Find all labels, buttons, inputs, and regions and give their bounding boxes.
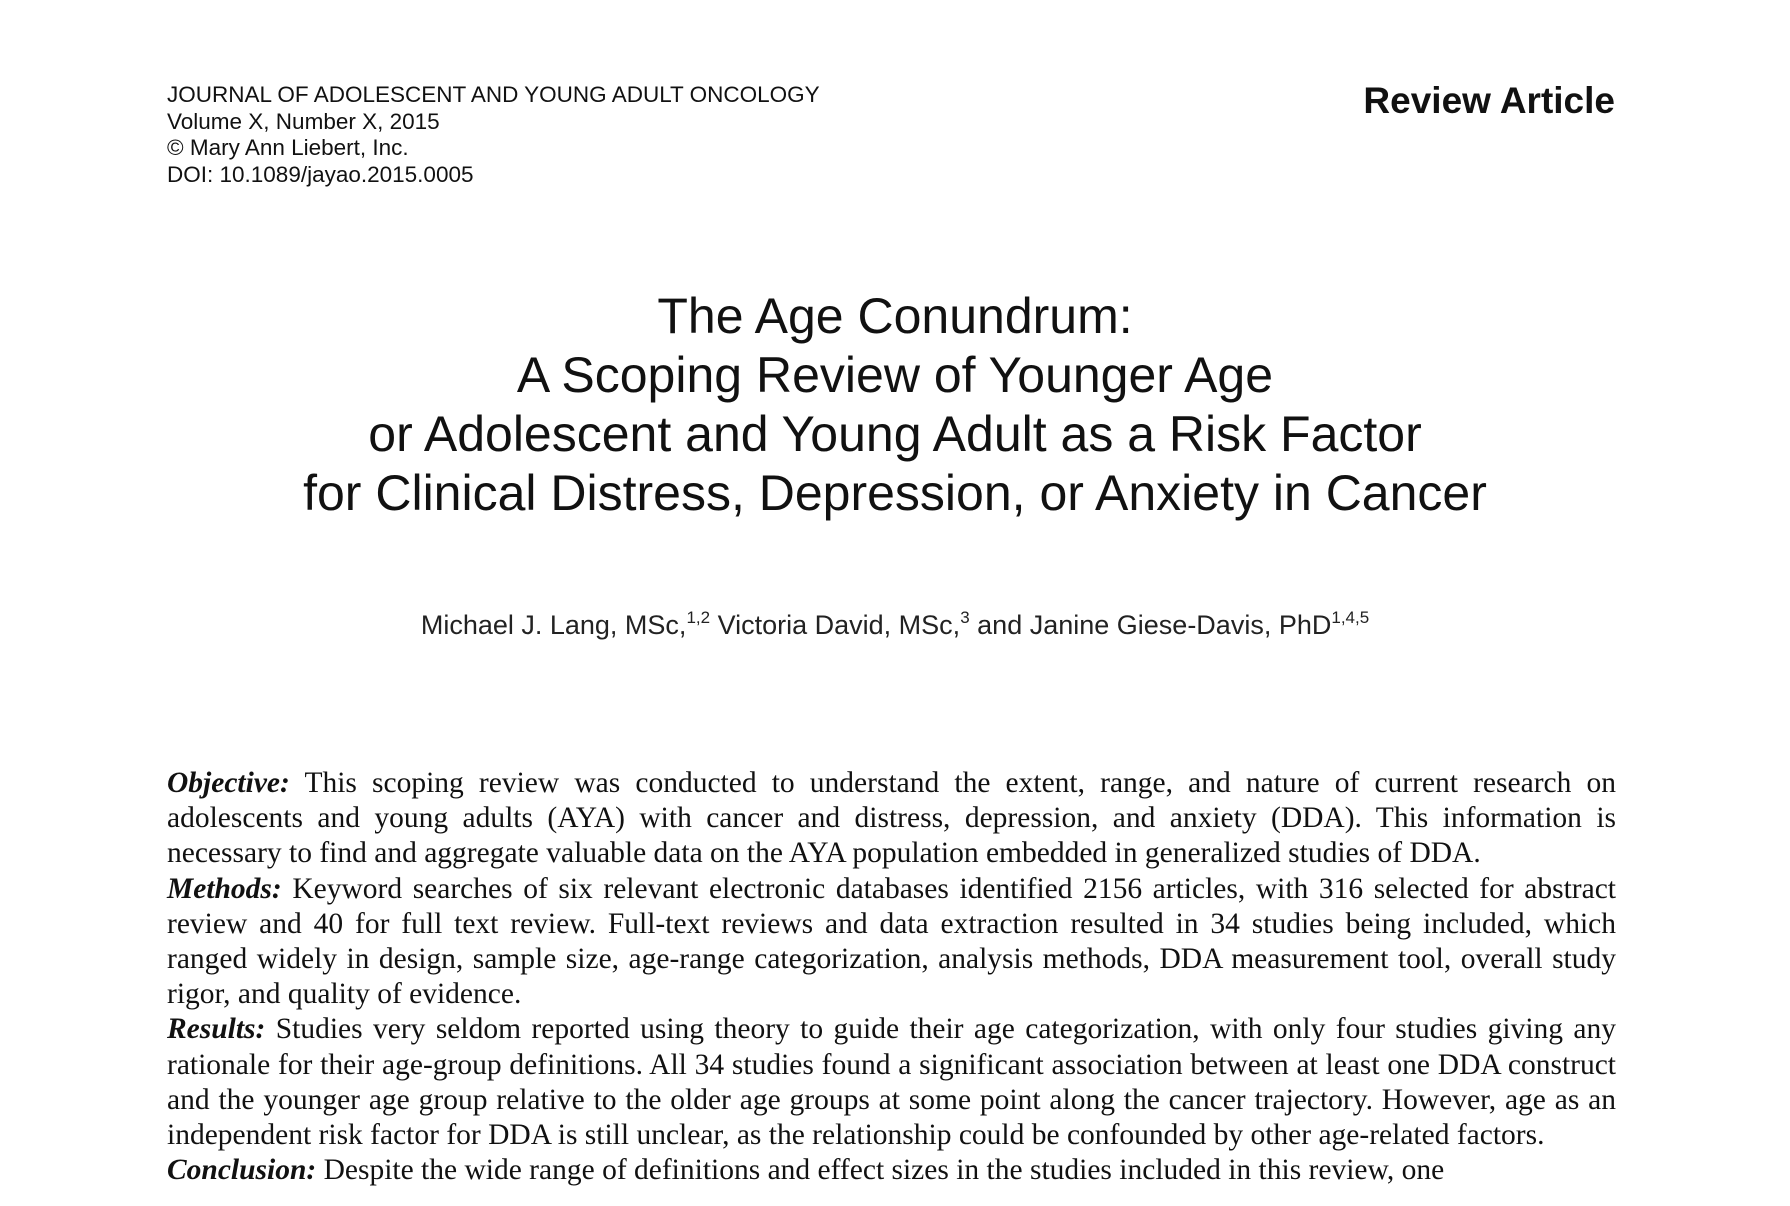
- journal-doi: DOI: 10.1089/jayao.2015.0005: [167, 161, 474, 187]
- title-line: or Adolescent and Young Adult as a Risk Factor: [368, 406, 1422, 462]
- journal-publisher: © Mary Ann Liebert, Inc.: [167, 135, 409, 160]
- section-text: Studies very seldom reported using theory to guide their age categorization, with only four studies giving any rationale for their age-group definitions. All 34 studies found a significant association between at least one DDA construct and the younger age group relative to the older age groups at some point along the cancer trajectory. However, age as an independent risk factor for DDA is still unclear, as the relationship could be confounded by other age-related factors.: [167, 1013, 1616, 1152]
- author-separator: [710, 610, 718, 640]
- author-separator: and: [969, 610, 1030, 640]
- title-line: A Scoping Review of Younger Age: [516, 347, 1274, 403]
- journal-header: [167, 82, 820, 188]
- section-text: This scoping review was conducted to understand the extent, range, and nature of current research on adolescents and young adults (AYA) with cancer and distress, depression, and anxiety (DDA). This information is necessary to find and aggregate valuable data on the AYA population embedded in generalized studies of DDA.: [167, 767, 1616, 870]
- section-label: Methods:: [167, 872, 282, 905]
- author-name: Victoria David, MSc,: [717, 610, 961, 640]
- abstract-results: [167, 1012, 1616, 1153]
- article-title: [0, 287, 1790, 523]
- author-list: [0, 607, 1790, 643]
- author-name: Michael J. Lang, MSc,: [420, 610, 687, 640]
- author-affiliation: 3: [960, 608, 970, 627]
- section-label: Objective:: [167, 767, 290, 799]
- section-label: Results:: [167, 1013, 266, 1046]
- section-label: Conclusion:: [167, 1154, 317, 1187]
- author-affiliation: 1,2: [686, 608, 711, 627]
- abstract: [167, 766, 1616, 1188]
- journal-name: JOURNAL OF ADOLESCENT AND YOUNG ADULT ONCOLOGY: [167, 82, 820, 107]
- author-name: Janine Giese-Davis, PhD: [1029, 610, 1332, 640]
- journal-volume: Volume X, Number X, 2015: [167, 108, 440, 134]
- abstract-methods: [167, 872, 1616, 1013]
- section-text: Keyword searches of six relevant electronic databases identified 2156 articles, with 316 selected for abstract review and 40 for full text review. Full-text reviews and data extraction resulted in 34 studies being included, which ranged widely in design, sample size, age-range categorization, analysis methods, DDA measurement tool, overall study rigor, and quality of evidence.: [167, 872, 1616, 1011]
- title-line: The Age Conundrum:: [657, 288, 1133, 344]
- title-line: for Clinical Distress, Depression, or Anxiety in Cancer: [303, 465, 1487, 521]
- author-affiliation: 1,4,5: [1331, 608, 1370, 627]
- abstract-conclusion: [167, 1153, 1616, 1188]
- section-text: Despite the wide range of definitions and effect sizes in the studies included in this review, one: [316, 1154, 1445, 1187]
- abstract-objective: [167, 766, 1616, 872]
- article-type: Review Article: [1363, 80, 1615, 121]
